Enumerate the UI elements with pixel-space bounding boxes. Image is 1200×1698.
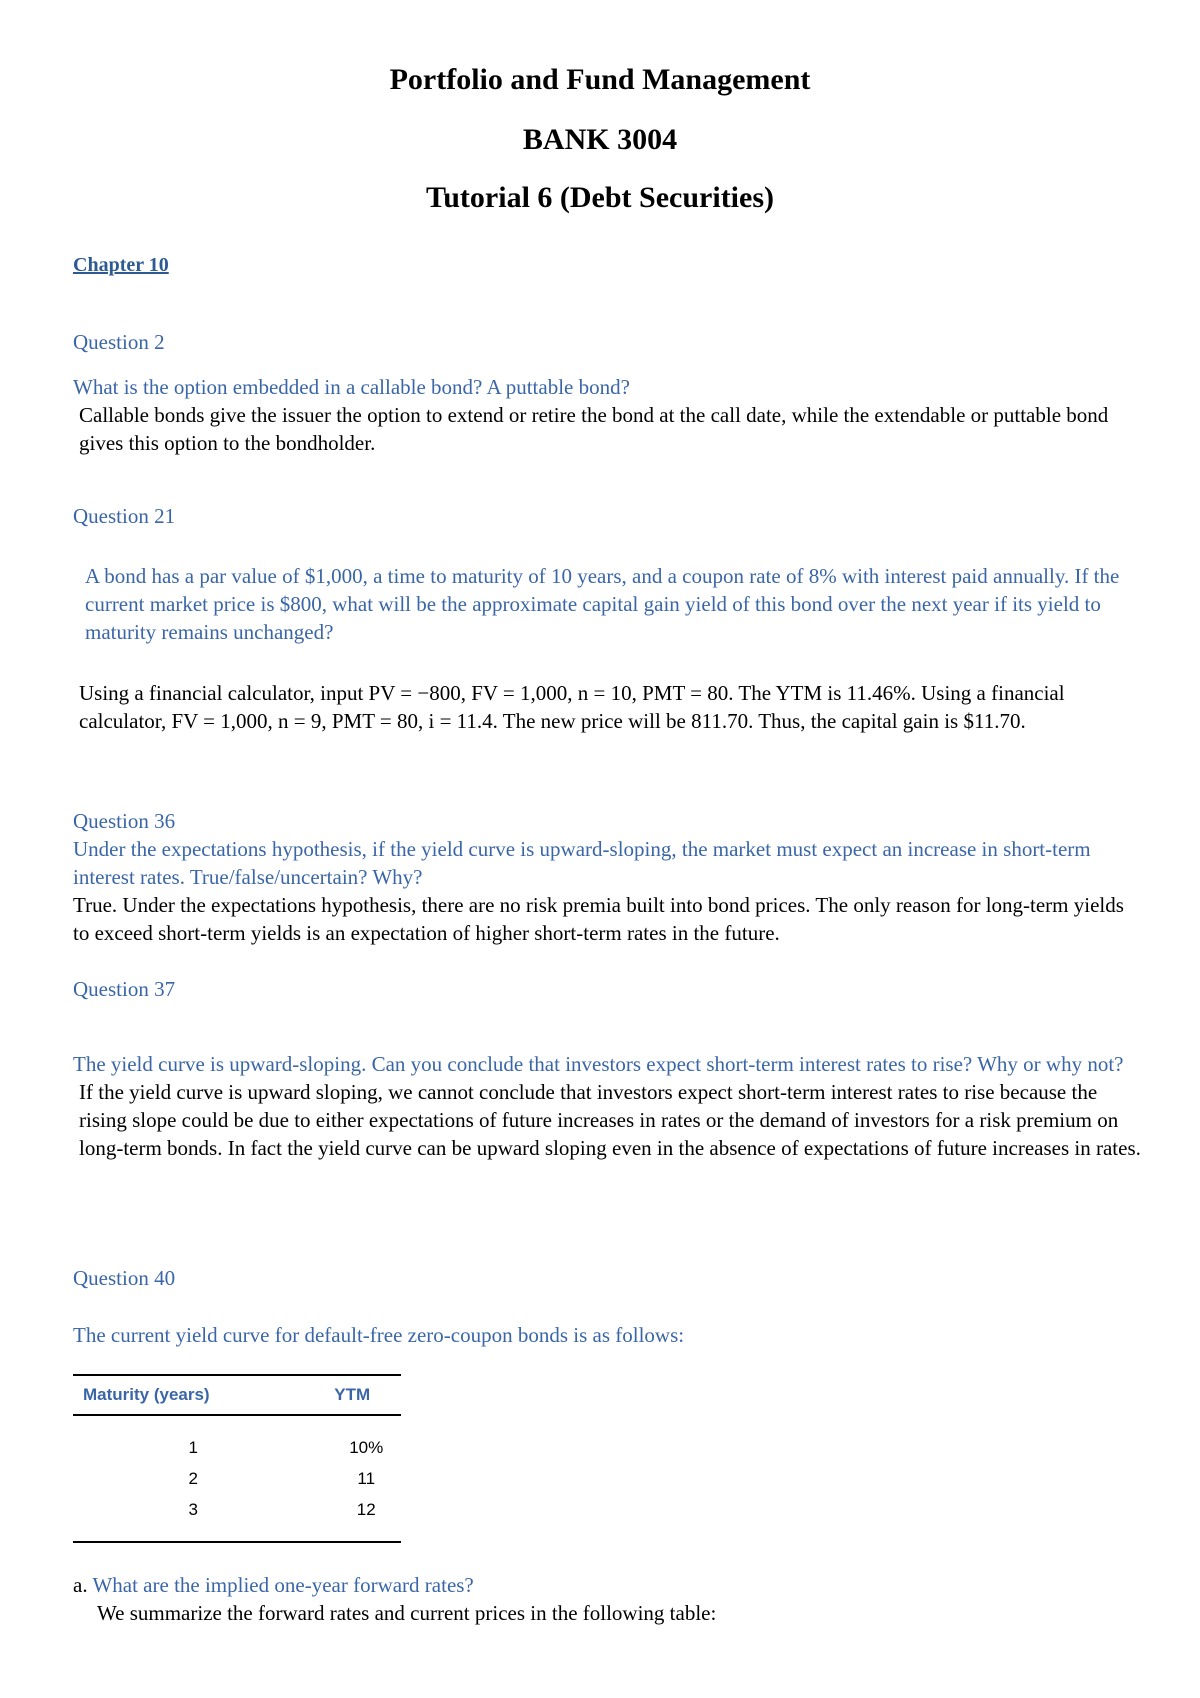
chapter-heading: Chapter 10 — [73, 254, 169, 276]
part-a-question: What are the implied one-year forward rates? — [92, 1573, 474, 1597]
question-37 — [73, 1050, 1143, 1162]
table-header-ytm: YTM — [303, 1375, 401, 1415]
table-cell-ytm: 12 — [303, 1494, 401, 1542]
question-21-answer-block — [73, 679, 1143, 735]
table-row — [73, 1463, 401, 1494]
table-cell-maturity: 1 — [188, 1437, 198, 1457]
question-2-text: What is the option embedded in a callable bond? A puttable bond? — [73, 375, 630, 399]
question-2 — [73, 373, 1143, 457]
table-header-maturity: Maturity (years) — [73, 1375, 303, 1415]
table-header-row — [73, 1375, 401, 1415]
document-title: Portfolio and Fund Management — [389, 63, 811, 96]
yield-curve-table — [73, 1374, 401, 1543]
table-cell-ytm: 11 — [357, 1468, 376, 1488]
part-a-answer: We summarize the forward rates and current prices in the following table: — [97, 1601, 717, 1625]
question-37-answer: If the yield curve is upward sloping, we cannot conclude that investors expect short-term interest rates to rise because the rising slope could be due to either expectations of future increases in rates or the demand of investors for a risk premium on long-term bonds. In fact the yield curve can be upward sloping even in the absence of expectations of future increases in rates. — [79, 1080, 1141, 1160]
question-40-part-a — [73, 1571, 1143, 1627]
question-21-label: Question 21 — [73, 504, 176, 528]
question-36-label: Question 36 — [73, 809, 176, 833]
table-cell-maturity: 3 — [73, 1494, 303, 1542]
table-row — [73, 1494, 401, 1542]
table-cell-maturity: 2 — [188, 1468, 198, 1488]
question-2-answer: Callable bonds give the issuer the option to extend or retire the bond at the call date, while the extendable or puttable bond gives this option to the bondholder. — [79, 403, 1109, 455]
question-2-label: Question 2 — [73, 330, 165, 354]
question-36 — [73, 807, 1143, 947]
question-21-text: A bond has a par value of $1,000, a time to maturity of 10 years, and a coupon rate of 8% with interest paid annually. If the current market price is $800, what will be the approximate capital gain yield of this bond over the next year if its yield to maturity remains unchanged? — [85, 564, 1120, 644]
question-36-text: Under the expectations hypothesis, if the yield curve is upward-sloping, the market must expect an increase in short-term interest rates. True/false/uncertain? Why? — [73, 837, 1091, 889]
question-40-intro: The current yield curve for default-free zero-coupon bonds is as follows: — [73, 1323, 685, 1347]
question-37-label: Question 37 — [73, 977, 176, 1001]
question-21-answer: Using a financial calculator, input PV = −800, FV = 1,000, n = 10, PMT = 80. The YTM is 11.46%. Using a financial calculator, FV = 1,000, n = 9, PMT = 80, i = 11.4. The new price will be 811.70. Thus, the capital gain is $11.70. — [79, 681, 1065, 733]
tutorial-title: Tutorial 6 (Debt Securities) — [425, 181, 775, 214]
table-row — [73, 1415, 401, 1463]
table-cell-ytm: 10% — [349, 1437, 384, 1457]
question-37-text: The yield curve is upward-sloping. Can you conclude that investors expect short-term interest rates to rise? Why or why not? — [73, 1052, 1124, 1076]
question-36-answer: True. Under the expectations hypothesis, there are no risk premia built into bond prices. The only reason for long-term yields to exceed short-term yields is an expectation of higher short-term rates in the future. — [73, 893, 1124, 945]
question-21-text-block — [85, 562, 1143, 646]
question-40-label: Question 40 — [73, 1266, 176, 1290]
course-code: BANK 3004 — [522, 123, 678, 156]
part-a-letter: a. — [73, 1573, 88, 1597]
